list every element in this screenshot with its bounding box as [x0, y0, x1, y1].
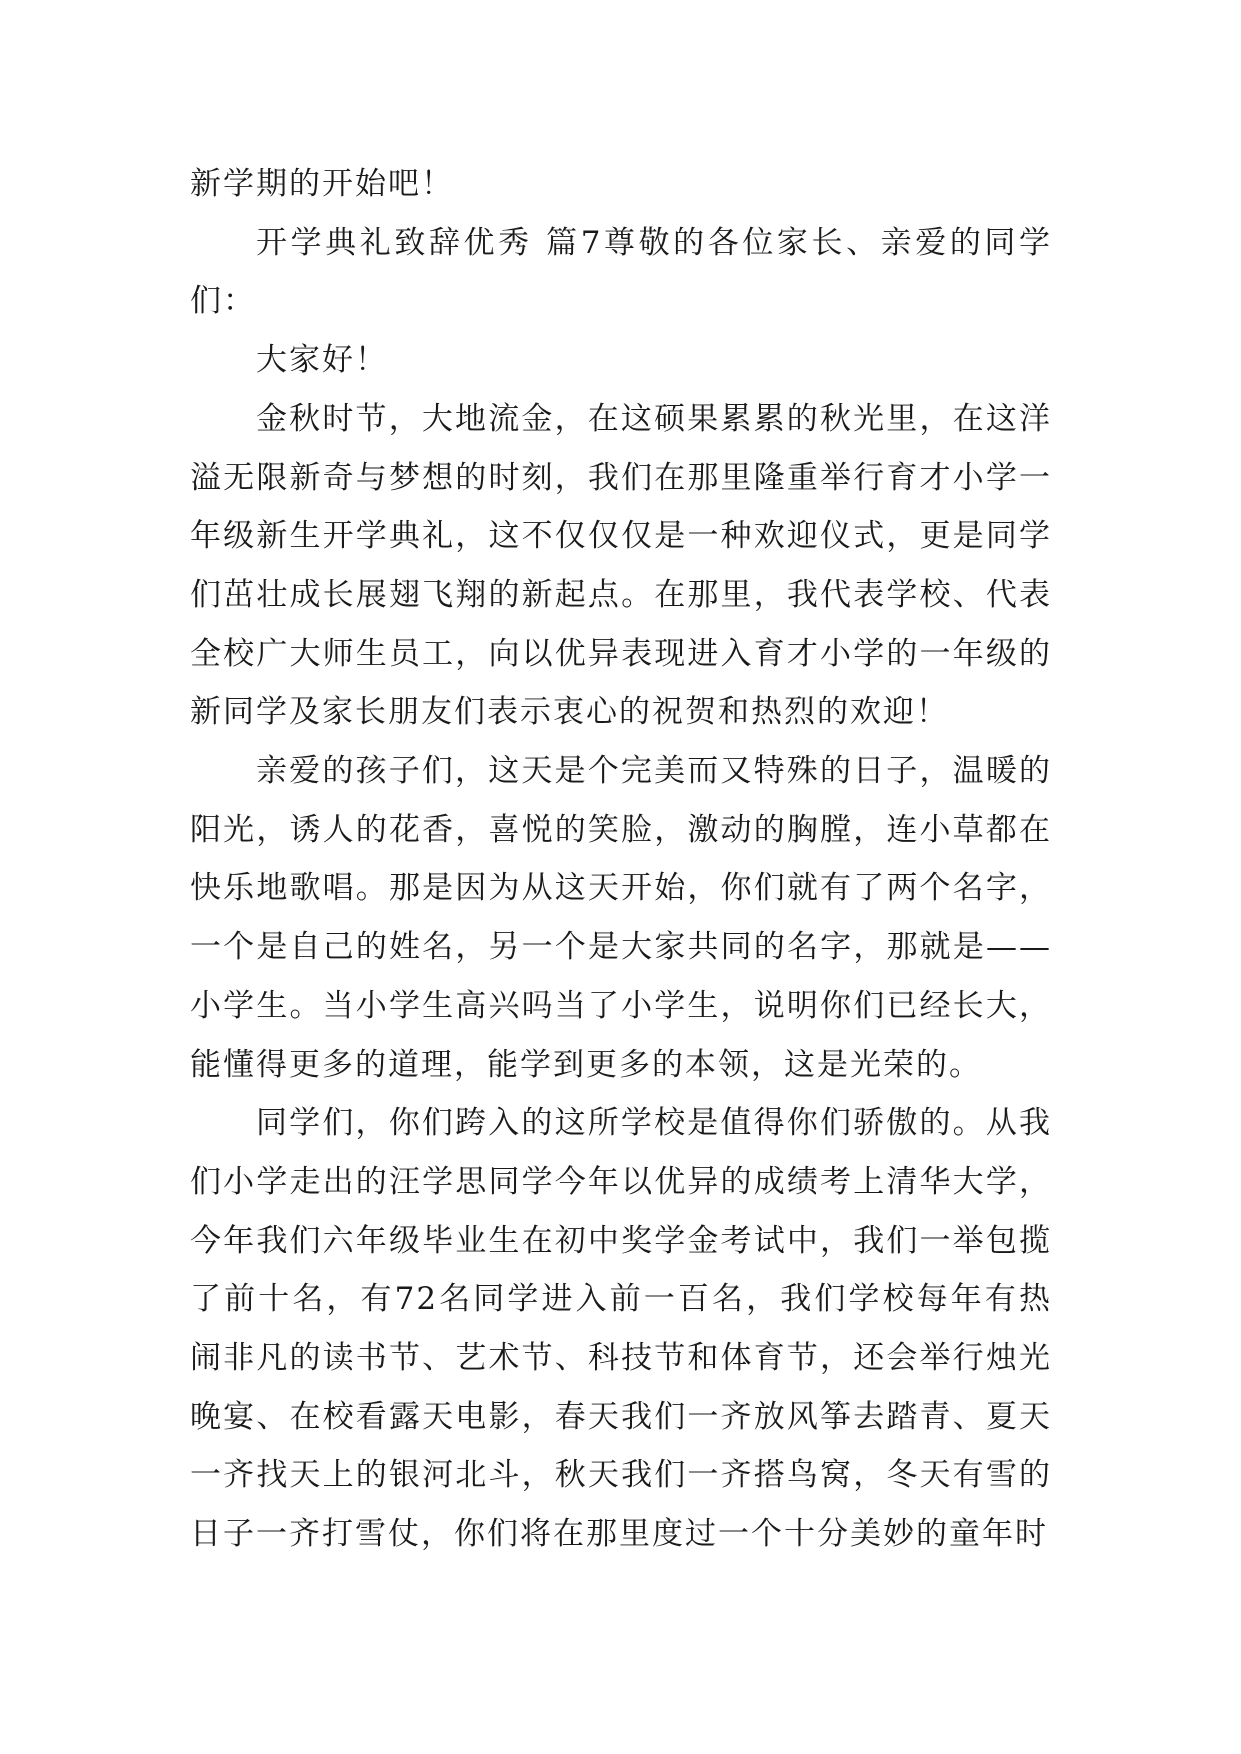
document-body	[190, 155, 1052, 1564]
paragraph-welcome: 金秋时节，大地流金，在这硕果累累的秋光里，在这洋溢无限新奇与梦想的时刻，我们在那里隆重举行育才小学一年级新生开学典礼，这不仅仅仅是一种欢迎仪式，更是同学们茁壮成长展翅飞翔的新起点。在那里，我代表学校、代表全校广大师生员工，向以优异表现进入育才小学的一年级的新同学及家长朋友们表示衷心的祝贺和热烈的欢迎！	[190, 400, 1052, 731]
paragraph-continuation: 新学期的开始吧！	[190, 166, 454, 202]
paragraph-heading-salutation: 开学典礼致辞优秀 篇7尊敬的各位家长、亲爱的同学们：	[190, 224, 1052, 320]
paragraph-school: 同学们，你们跨入的这所学校是值得你们骄傲的。从我们小学走出的汪学思同学今年以优异的成绩考上清华大学，今年我们六年级毕业生在初中奖学金考试中，我们一举包揽了前十名，有72名同学进入前一百名，我们学校每年有热闹非凡的读书节、艺术节、科技节和体育节，还会举行烛光晚宴、在校看露天电影，春天我们一齐放风筝去踏青、夏天一齐找天上的银河北斗，秋天我们一齐搭鸟窝，冬天有雪的日子一齐打雪仗，你们将在那里度过一个十分美妙的童年时	[190, 1105, 1052, 1553]
paragraph-greeting: 大家好！	[256, 342, 388, 379]
paragraph-students: 亲爱的孩子们，这天是个完美而又特殊的日子，温暖的阳光，诱人的花香，喜悦的笑脸，激动的胸膛，连小草都在快乐地歌唱。那是因为从这天开始，你们就有了两个名字，一个是自己的姓名，另一个是大家共同的名字，那就是——小学生。当小学生高兴吗当了小学生，说明你们已经长大，能懂得更多的道理，能学到更多的本领，这是光荣的。	[190, 753, 1052, 1083]
